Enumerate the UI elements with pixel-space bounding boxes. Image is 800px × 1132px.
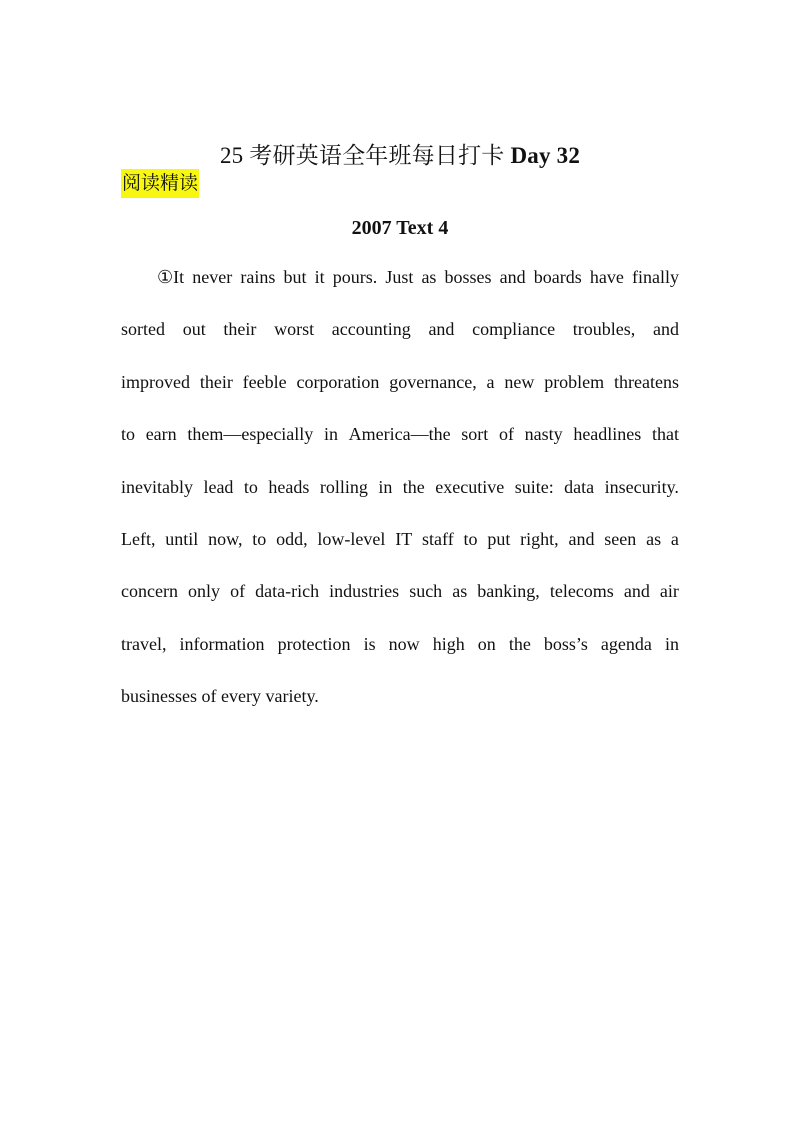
passage-word: in	[378, 476, 393, 497]
passage-word: to	[121, 424, 136, 445]
passage-word: compliance	[472, 319, 556, 340]
passage-word: ①It	[157, 267, 185, 287]
passage-word: never	[192, 267, 233, 287]
passage-word: boards	[533, 267, 582, 287]
passage-word: improved	[121, 371, 190, 392]
passage-word: data	[564, 476, 595, 497]
passage-word: finally	[631, 267, 679, 287]
passage-word: low-level	[317, 528, 386, 549]
passage-word: air	[659, 581, 679, 602]
passage-word: accounting	[331, 319, 411, 340]
passage-line	[121, 576, 679, 628]
passage-word: their	[199, 371, 233, 392]
reading-passage	[121, 262, 679, 734]
passage-word: suite:	[514, 476, 554, 497]
passage-word: and	[428, 319, 455, 340]
passage-word: high	[432, 633, 465, 654]
passage-word: earn	[145, 424, 177, 445]
passage-line	[121, 524, 679, 576]
passage-line	[121, 262, 679, 314]
passage-word: to	[252, 528, 267, 549]
passage-word: now,	[208, 528, 243, 549]
passage-word: problem	[544, 371, 605, 392]
passage-line	[121, 419, 679, 471]
passage-word: Left,	[121, 528, 156, 549]
passage-word: to	[463, 528, 478, 549]
passage-word: industries	[329, 581, 400, 602]
passage-word: pours.	[332, 267, 378, 287]
passage-word: information	[179, 633, 265, 654]
passage-word: and	[623, 581, 650, 602]
passage-word: of	[230, 581, 246, 602]
passage-word: headlines	[573, 424, 642, 445]
passage-word: in	[664, 633, 679, 654]
passage-line	[121, 367, 679, 419]
passage-line	[121, 472, 679, 524]
passage-word: such	[409, 581, 443, 602]
section-label-highlighted: 阅读精读	[121, 169, 199, 198]
passage-word: as	[452, 581, 468, 602]
passage-word: lead	[203, 476, 234, 497]
passage-word: inevitably	[121, 476, 193, 497]
passage-word: rolling	[319, 476, 368, 497]
passage-word: is	[363, 633, 376, 654]
passage-word: concern	[121, 581, 178, 602]
passage-word: on	[477, 633, 496, 654]
passage-word: of	[201, 686, 217, 707]
title-day-number: Day 32	[510, 143, 581, 169]
passage-word: seen	[604, 528, 637, 549]
passage-word: and	[652, 319, 679, 340]
passage-word: feeble	[242, 371, 287, 392]
passage-word: every	[221, 686, 261, 707]
passage-word: it	[314, 267, 325, 287]
passage-word: until	[165, 528, 199, 549]
passage-word: rains	[240, 267, 276, 287]
passage-word: telecoms	[549, 581, 614, 602]
passage-word: the	[402, 476, 425, 497]
passage-word: protection	[277, 633, 351, 654]
passage-word: travel,	[121, 633, 167, 654]
passage-line	[121, 681, 679, 733]
passage-word: worst	[274, 319, 315, 340]
passage-word: variety.	[265, 686, 319, 707]
passage-word: as	[646, 528, 662, 549]
passage-word: now	[388, 633, 420, 654]
passage-word: agenda	[600, 633, 652, 654]
passage-word: as	[421, 267, 437, 287]
passage-word: businesses	[121, 686, 197, 707]
passage-word: but	[283, 267, 307, 287]
passage-word: out	[182, 319, 206, 340]
passage-word: heads	[268, 476, 310, 497]
passage-word: have	[589, 267, 624, 287]
passage-word: IT	[395, 528, 413, 549]
passage-word: staff	[422, 528, 454, 549]
text-subtitle: 2007 Text 4	[351, 217, 449, 239]
passage-word: that	[651, 424, 679, 445]
title-chinese: 25 考研英语全年班每日打卡	[219, 143, 505, 169]
passage-word: only	[188, 581, 221, 602]
passage-word: sorted	[121, 319, 165, 340]
passage-word: sort	[461, 424, 489, 445]
passage-word: in	[323, 424, 338, 445]
passage-word: bosses	[444, 267, 492, 287]
passage-word: threatens	[614, 371, 679, 392]
passage-word: banking,	[477, 581, 540, 602]
passage-word: their	[223, 319, 257, 340]
passage-word: governance,	[389, 371, 477, 392]
passage-word: executive	[435, 476, 505, 497]
passage-word: to	[243, 476, 258, 497]
passage-line	[121, 629, 679, 681]
passage-word: put	[487, 528, 511, 549]
passage-word: nasty	[524, 424, 563, 445]
passage-word: of	[498, 424, 514, 445]
passage-word: a	[486, 371, 495, 392]
passage-word: odd,	[276, 528, 308, 549]
passage-word: the	[508, 633, 531, 654]
passage-word: them—especially	[187, 424, 314, 445]
passage-word: right,	[520, 528, 559, 549]
passage-word: troubles,	[572, 319, 636, 340]
passage-word: and	[499, 267, 526, 287]
passage-word: a	[670, 528, 679, 549]
passage-word: data-rich	[255, 581, 320, 602]
passage-word: and	[568, 528, 595, 549]
passage-line	[121, 314, 679, 366]
passage-word: insecurity.	[604, 476, 679, 497]
passage-word: America—the	[348, 424, 451, 445]
passage-word: Just	[385, 267, 414, 287]
passage-word: boss’s	[543, 633, 588, 654]
page-title	[0, 139, 800, 173]
passage-word: new	[504, 371, 535, 392]
passage-word: corporation	[296, 371, 380, 392]
